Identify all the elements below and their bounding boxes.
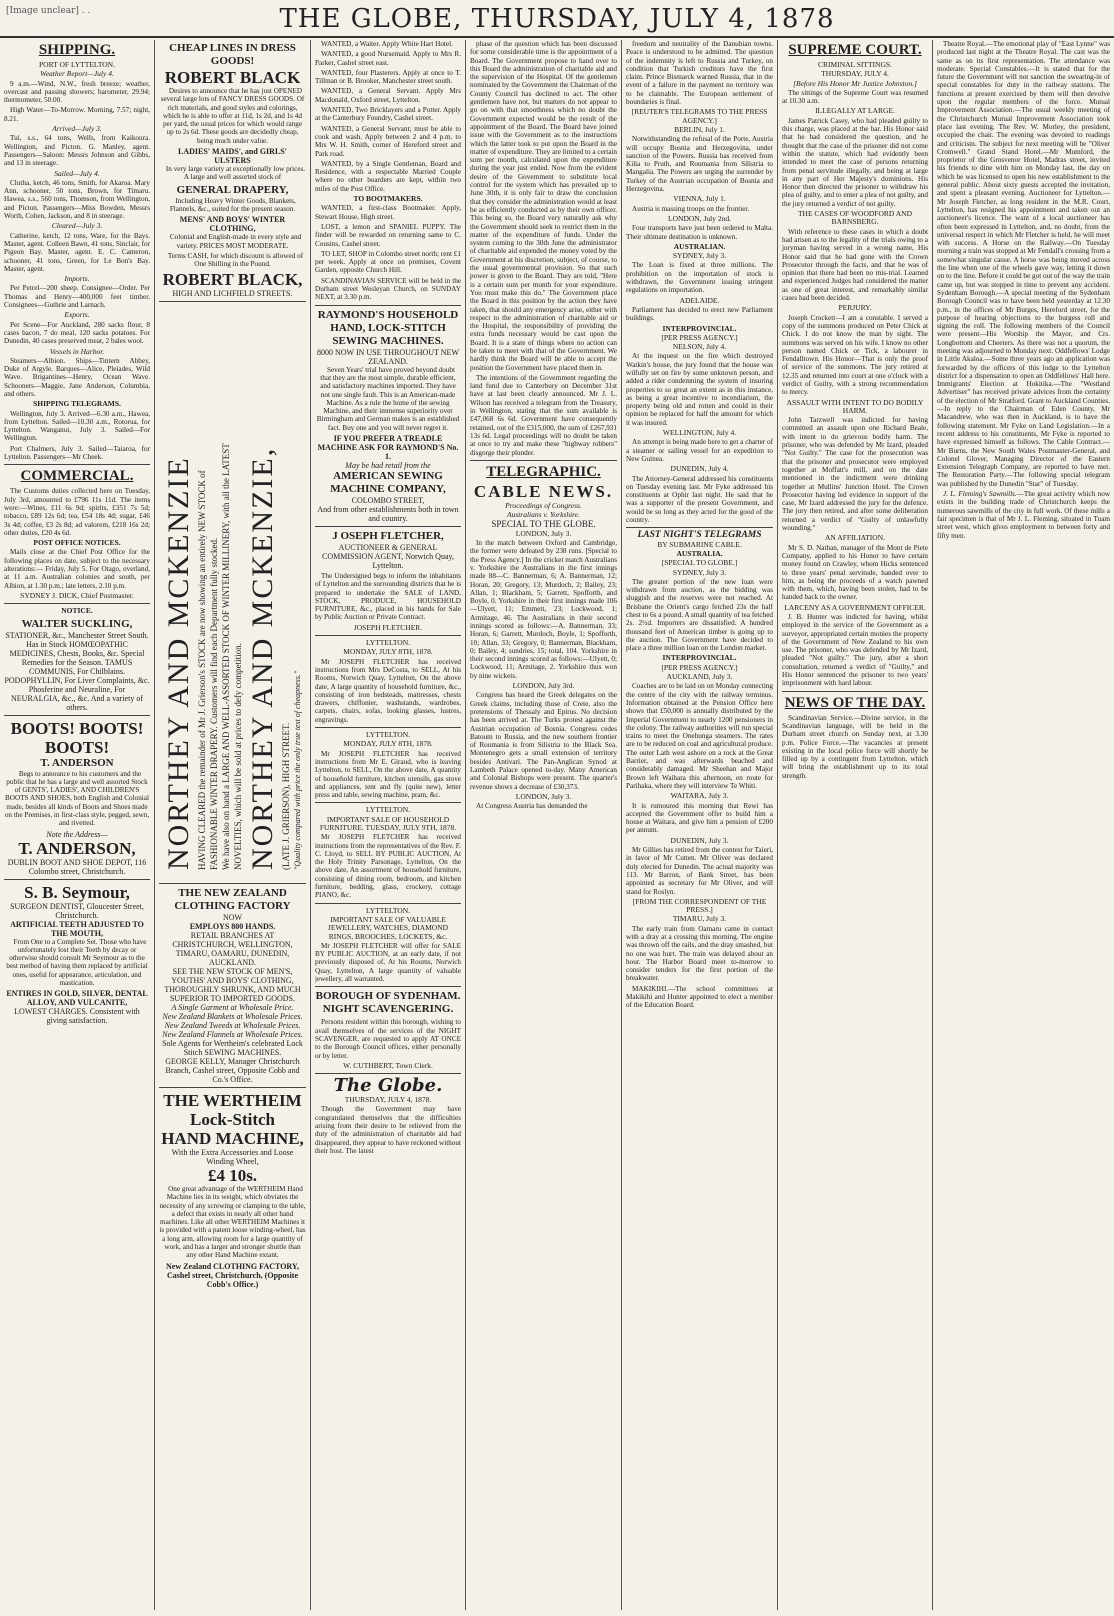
dateline: DUNEDIN, July 4.: [670, 464, 729, 474]
raymond-treadle: IF YOU PREFER A TREADLE MACHINE ASK FOR RAYMOND'S No. 1.: [317, 433, 459, 461]
sale-text: Mr JOSEPH FLETCHER has received instructions from the representatives of the Rev. F. C. Lloyd, to SELL BY PUBLIC AUCTION, At the Holy Trinity Parsonage, Lyttelton, On the above date, An assortment of household furniture, consisting of dining room, bedroom, and kitchen furniture, bedding, glass, crockery, cottage PIANO, &c.: [315, 833, 461, 900]
wertheim-price: £4 10s.: [207, 1166, 258, 1185]
scavenger-text: Persons resident within this borough, wishing to avail themselves of the services of the NIGHT SCAVENGER, are requested to apply AT ONCE to the Borough Council offices, either personally or by letter.: [315, 1018, 461, 1060]
telegraphic-heading: TELEGRAPHIC.: [486, 463, 601, 480]
weather-text: 9 a.m.—Wind, N.W., fresh breeze; weather, overcast and passing showers; barometer, 29.94; thermometer, 50.00.: [4, 79, 150, 105]
mens-text: Colonial and English-made in every style and variety. PRICES MOST MODERATE.: [169, 233, 302, 250]
cable-continued: freedom and neutrality of the Danubian towns. Peace is understood to be admitted. The question of the indemnity is left to Russia and Turkey, on condition that Turkish creditors have the first claim. Prince Bismarck warned Russia, that in the event of a failure in the payment no territory was to be claimable. The European settlement of boundaries is final.: [626, 40, 773, 107]
dateline: DUNEDIN, July 3.: [670, 835, 729, 845]
telegrams-heading: SHIPPING TELEGRAMS.: [33, 399, 121, 409]
high-water: High Water—To-Morrow. Morning, 7.57; night, 8.21.: [4, 106, 150, 123]
black-footer: ROBERT BLACK,: [162, 270, 303, 290]
fletcher-sub: AUCTIONEER & GENERAL COMMISSION AGENT, Norwich Quay, Lyttelton.: [322, 542, 454, 570]
wanted-ad: WANTED, a good Nursemaid. Apply to Mrs R. Parker, Cashel street east.: [315, 50, 461, 67]
lyttelton-heading: LYTTELTON.: [365, 905, 411, 915]
lyttelton-heading: LYTTELTON.: [365, 730, 411, 740]
bootmakers-text: WANTED, a first-class Bootmaker. Apply, Stewart House, High street.: [315, 204, 461, 221]
column-3: [315, 40, 461, 1612]
seymour-name: S. B. Seymour,: [24, 882, 130, 902]
terms-text: Terms CASH, for which discount is allowed of One Shilling in the Pound.: [167, 251, 304, 269]
press-agency: [PER PRESS AGENCY.]: [661, 332, 738, 342]
column-6: [782, 40, 928, 1612]
vessels-text: Steamers—Albion. Ships—Tintern Abbey, Duke of Argyle. Barques—Alice, Pleiades, Wild Wave. Brigantines—Henry, Ocean Wave. Schooners—Maggie, Jane Anderson, Columbia, and others.: [4, 356, 150, 398]
black-text: Desires to announce that he has just OPENED several large lots of FANCY DRESS GOODS. Of rich materials, and good styles and colorings, which he is able to offer at 11d, 1s 2d, and 1s 4d per yard, the usual prices for which would range up to 2s 6d. These goods are decidedly cheap, being much under value.: [160, 87, 305, 145]
case-heading: LARCENY AS A GOVERNMENT OFFICER.: [784, 602, 926, 612]
dateline: LONDON, July 2nd.: [668, 213, 731, 223]
dateline: WELLINGTON, July 4.: [662, 428, 737, 438]
commercial-text: The Customs duties collected here on Tuesday, July 3rd, amounted to £796 11s 11d. The items were:—Wines, £11 6s 9d; spirits, £351 7s 5d; tobacco, £89 12s 6d; tea, £54 18s 4d; sugar, £46 3s 4d; coffee, £3 2s 8d; ad valorem, £218 16s 2d; other duties, £20 4s 6d.: [4, 487, 150, 537]
masthead: [0, 0, 1114, 38]
post-heading: POST OFFICE NOTICES.: [33, 538, 121, 548]
dateline: NELSON, July 4.: [672, 342, 727, 352]
news-of-the-day-heading: NEWS OF THE DAY.: [784, 694, 926, 711]
submarine-sub: BY SUBMARINE CABLE.: [657, 539, 742, 549]
london-text: Four transports have just been ordered to Malta. Their ultimate destination is unknown.: [626, 224, 773, 241]
column-1: [4, 40, 150, 1612]
scavenger-sign: W. CUTHBERT, Town Clerk.: [343, 1060, 433, 1070]
shipping-heading: SHIPPING.: [38, 42, 116, 58]
court-text: Mr S. D. Nathan, manager of the Mont de Piete Company, applied to his Honor to have certain money found on Crawley, whom Hicks sentenced to three years' penal servitude, handed over to him, as being the proceeds of a watch pawned with them, which, having been stolen, had to be handed back to the owner.: [782, 543, 928, 602]
dateline: TIMARU, July 3.: [672, 914, 727, 924]
wanted-ad: WANTED, by a Single Gentleman, Board and Residence, with a respectable Married Couple where no other boarders are kept, within two miles of the Post Office.: [315, 159, 461, 193]
american-address: COLOMBO STREET,: [351, 495, 425, 505]
wertheim-the: THE WERTHEIM: [163, 1091, 302, 1110]
dateline: ADELAIDE.: [679, 295, 720, 305]
sydney-text: The Loan is fixed at three millions. The prohibition on the importation of stock is withdrawn, the Government issuing stringent regulations on importation.: [626, 261, 773, 295]
raymond-text: Seven Years' trial have proved beyond doubt that they are the most simple, durable efficient, and satisfactory machines imported. They have not one single fault. This is an American-made Machine. As a rule the home of the sewing Machine, and their immense superiority over Birmingham and German makes is an established fact. Buy one and you will never regret it.: [316, 365, 460, 432]
exports-heading: Exports.: [64, 310, 90, 320]
case-heading: PERJURY.: [838, 303, 872, 313]
globe-heading: The Globe.: [333, 1075, 443, 1097]
court-date: THURSDAY, JULY 4.: [821, 69, 889, 79]
sale-date: MONDAY, JULY 8TH, 1878.: [343, 739, 433, 749]
wanted-ad: WANTED, Two Bricklayers and a Potter. Apply at the Canterbury Foundry, Cashel street.: [315, 106, 461, 123]
nz-agents: Sole Agents for Wertheim's celebrated Lock Stitch SEWING MACHINES.: [162, 1039, 303, 1057]
cleared-heading: Cleared—July 3.: [51, 221, 103, 231]
lyttelton-heading: LYTTELTON.: [365, 638, 411, 648]
column-7: [937, 40, 1110, 1612]
column-rule: [932, 40, 933, 1610]
court-text: Joseph Crockett—I am a constable. I served a copy of the summons produced on Peter Chick at Chick. I do not know the man by sight. The summons was served on his wife. I know no other person named Chick or Tick, a labourer in Fendalltown. His Honor—That is only the proof of service of the summons. The jury retired at 12.35 and returned into court at one o'clock with a verdict of Guilty, with a strong recommendation to mercy.: [782, 313, 928, 397]
dunedin-text: The Attorney-General addressed his constituents on Tuesday evening last. Mr Fyke addressed his constituents at Ophir last night. He said that he was a supporter of the present Government, and would be so long as they acted for the good of the country.: [626, 474, 773, 525]
arrived-text: Tui, s.s., 64 tons, Wells, from Kaikoura. Wellington, and Picton. G. Manley, agent. Passengers—Saloon: Messrs Johnson and Gibbs, and 13 in steerage.: [4, 134, 150, 168]
anderson-address-name: T. ANDERSON,: [18, 838, 136, 858]
column-rule: [465, 40, 466, 1610]
dateline: SYDNEY, July 3.: [672, 567, 727, 577]
seymour-line: ARTIFICIAL TEETH ADJUSTED TO THE MOUTH,: [10, 919, 144, 938]
port-chalmers: Port Chalmers, July 3. Sailed—Taiaroa, for Lyttelton. Passengers—Mr Cheek.: [4, 444, 150, 462]
suckling-text: Has in Stock HOMŒOPATHIC MEDICINES, Chests, Books, &c. Special Remedies for the Season. TAMUS COMMUNIS, For Chilblains. PODOPHYLLIN, For Liver Complaints, &c. Phosferine and Neuraline, For NEURALGIA, &c., &c. And a variety of others.: [4, 639, 150, 712]
nz-branches: RETAIL BRANCHES AT CHRISTCHURCH, WELLINGTON, TIMARU, OAMARU, DUNEDIN, AUCKLAND.: [172, 931, 293, 967]
cable-text-2: Congress has heard the Greek delegates on the Greek claims, including those of Crete, also the pretensions of Thessaly and Epirus. No decision has been arrived at. The Turks protest against the Austrian occupation of Bosnia. Congress cedes Batoum to Russia, and the new southern frontier of Roumania is from Silistria to the Black Sea. Montenegro gets a small extension of territory besides Antivari. The Pan-Anglican Synod at Lambeth Palace opened to-day. Many American and Colonial Bishops were present. The quarter's revenue shows a decrease of £30,373.: [470, 691, 617, 791]
column-4: [470, 40, 617, 1612]
dateline: LONDON, July 3.: [515, 528, 572, 538]
important-sale: IMPORTANT SALE OF VALUABLE JEWELLERY, WATCHES, DIAMOND RINGS, BROOCHES, LOCKETS, &c.: [327, 914, 449, 941]
cable-text: In the match between Oxford and Cambridge, the former were defeated by 238 runs. [Special to the Press Agency.] In the cricket match Australians v. Yorkshire the Australians in the first innings made 88—C. Bannerman, 6; A. Bannerman, 12; Horan, 20; Gregory, 13; Murdoch, 2; Bailey, 23; Allan, 1; Blackham, 5; Garrett, Spofforth, and Boyle, 0. Yorkshire in their first innings made 106—Ulyett, 11; Emmett, 23; Lockwood, 1; Armitage, 46. The Australians in their second innings scored as follows:—A. Bannerman, 33; Horan, 6; Garrett, Murdoch, Boyle, 1; Spofforth, 10; Allan, 33; Gregory, 0; Bannerman, Blackham, 0; Bailey, 4; sundries, 15; total, 104. Yorkshire in their second innings scored as follows:—Ulyett, 0; Lockwood, 11; Armitage, 2. Yorkshire thus won by nine wickets.: [470, 539, 617, 680]
column-rule: [777, 40, 778, 1610]
column-rule: [621, 40, 622, 1610]
northey-line-1: HAVING CLEARED the remainder of Mr J. Grierson's STOCK are now showing an entirely NEW STOCK of: [197, 470, 207, 870]
commercial-heading: COMMERCIAL.: [20, 468, 134, 485]
to-let-ad: TO LET, SHOP in Colombo street north; rent £1 per week. Apply at once on premises, Covent Garden, opposite Church Hill.: [315, 249, 461, 275]
fletcher-sign: JOSEPH FLETCHER.: [353, 622, 423, 632]
seymour-charges: LOWEST CHARGES. Consistent with giving satisfaction.: [14, 1007, 140, 1026]
corner-mark: [Image unclear] . .: [6, 6, 91, 16]
case-heading: ASSAULT WITH INTENT TO DO BODILY HARM.: [786, 397, 924, 415]
sailed-heading: Sailed—July 4.: [54, 168, 100, 178]
leader-body: phase of the question which has been discussed for some considerable time is the appointment of a Board. The Government propose to hand over to this Board the administration of charitable aid and the supervision of the Hospital. Of the gentlemen nominated by the Government the Chairman of the County Council has declined to act. The other gentlemen have not, but matters do not appear to go on with that smoothness which no doubt the Government expected would be the result of the appointment of the Board. The Board have joined issue with the Government as to the instructions which the latter took to put upon the Board in the matter of expenditure. They are limited to a certain sum per month, calculated upon the expenditure during the year just ended. Now from the evident desire of the Government to substitute local control for the system which has prevailed up to June 30th, it is only fair to draw the conclusion that they consider the administration would at least be as efficiently conducted as by their own officer. This being so, the Board very naturally ask why the Government should seek to restrict them in the matter of the expenditure of funds. Under the system coming to the 30th June the administrator of charitable aid expended the money voted by the Government at his discretion, subject, of course, to the usual governmental provision. So that such power is given to the Board. They are told, "Here is a certain sum per month for your expenditure. You must make this do." The Government place the Board in this position by the action they have taken, that should any emergency arise, either with respect to the administration of charitable aid or the Hospital, the responsibility of providing the extra funds necessary would be cast upon the Board. It is a state of things where no action can be taken to meet with that of the Government. We hardly think the Board will be able to accept the position the Government have placed them in.: [470, 40, 617, 372]
sale-date: MONDAY, JULY 8TH, 1878.: [343, 647, 433, 657]
globe-date: THURSDAY, JULY 4, 1878.: [344, 1095, 432, 1105]
nz-employs: EMPLOYS 800 HANDS.: [189, 922, 276, 931]
court-text: With reference to these cases in which a doubt had arisen as to the legality of the trials owing to a juryman having served in a wrong name, His Honor said that he had gone with the Crown Prosecutor through the facts, and that he was of opinion that there had been no mis-trial. Learned and experienced Judges had considered the matter as one of great interest, and remarkably similar cases had been decided.: [782, 227, 928, 303]
dateline: BERLIN, July 1.: [674, 124, 725, 134]
post-text: Mails close at the Chief Post Office for the following places on date, subject to the necessary alterations:— Friday, July 5. For Otago, overland, at 11 a.m. Australian colonies and south, per Albion, at 1.30 p.m.; late letters, 2.10 p.m.: [4, 548, 150, 590]
waitara-text: It is rumoured this morning that Rewi has accepted the Government offer to build him a house at Waitara, and give him a pension of £200 per annum.: [626, 801, 773, 835]
supreme-court-heading: SUPREME COURT.: [788, 42, 922, 58]
raymond-heading: RAYMOND'S HOUSEHOLD HAND, LOCK-STITCH SEWING MACHINES.: [317, 308, 459, 347]
auckland-text: Coaches are to be laid on on Monday connecting the centre of the city with the railway terminus. Information obtained at the Pension Office here shows that £50,000 is annually distributed by the Imperial Government to nearly 1200 pensioners in the colony. The railway authorities will run special trains to meet the Onehunga steamers. The rates are to be reduced on coal and agricultural produce. The outer Lath west ashore on a rock at the Great Barrier, and was afterwards beached and considerably damaged. Mr Sheehan and Major Brown left Waihara this afternoon, en route for Parihaka, where they will interview Te Whiti.: [626, 682, 773, 790]
reuter-heading: [REUTER'S TELEGRAMS TO THE PRESS AGENCY.]: [631, 107, 768, 125]
american-heading: AMERICAN SEWING MACHINE COMPANY,: [330, 469, 446, 495]
lost-ad: LOST, a lemon and SPANIEL PUPPY. The finder will be rewarded on returning same to C. Cousins, Cashel street.: [315, 222, 461, 248]
imports-text: Per Petrel—200 sheep. Consignee—Order. Per Thomas and Henry—400,000 feet timber. Consignees—Guthrie and Larnach.: [4, 284, 150, 310]
sydney-text-2: The greater portion of the new loan were withdrawn from auction, as the bidding was sluggish and the reserves were not reached. At Brisbane the Orient's cargo fetched 23s the half chest to 6s a pound. A small quantity of tea fetched 2s. 2½d. Importers are dissatisfied. A hundred thousand feet of American timber is going up to the auction. The Government have decided to place a three million loan on the London market.: [626, 577, 773, 653]
nz-blankets: New Zealand Blankets at Wholesale Prices. New Zealand Tweeds at Wholesale Prices. New Zealand Flannels at Wholesale Prices.: [162, 1012, 303, 1039]
post-sign: SYDNEY J. DICK, Chief Postmaster.: [20, 590, 134, 600]
correspondent: [FROM THE CORRESPONDENT OF THE PRESS.]: [632, 896, 767, 915]
ulsters-text: In very large variety at exceptionally low prices. A large and well assorted stock of: [165, 165, 306, 182]
nz-manager: GEORGE KELLY, Manager Christchurch Branch, Cashel street, Opposite Cobb and Co.'s Office.: [165, 1057, 300, 1084]
adelaide-text: Parliament has decided to erect new Parliament buildings.: [626, 305, 773, 323]
boots-heading: BOOTS! BOOTS! BOOTS!: [10, 718, 144, 757]
suckling-name: WALTER SUCKLING,: [21, 617, 133, 630]
court-text: J. B. Hunter was indicted for having, whilst employed in the service of the Government as a surveyor, appropriated certain monies the property of the Government of New Zealand to his own use. The prisoner, who was defended by Mr Izard, pleaded "Not guilty." The jury, after a short consultation, returned a verdict of "Guilty," and His Honor sentenced the prisoner to two years' imprisonment with hard labour.: [782, 613, 928, 688]
masthead-title: THE GLOBE, THURSDAY, JULY 4, 1878: [279, 4, 835, 34]
congress-sub: Proceedings of Congress.: [505, 500, 582, 510]
column-rule: [310, 40, 311, 1610]
bootmakers-heading: TO BOOTMAKERS.: [353, 194, 423, 204]
interprovincial-heading: INTERPROVINCIAL.: [662, 653, 737, 663]
dateline: LONDON, July 3rd.: [512, 681, 575, 691]
wertheim-text: One great advantage of the WERTHEIM Hand Machine lies in its weight, which obviates the necessity of any screwing or clamping to the table, a defect that exists in nearly all other hand machines. Like all other WERTHEIM Machines it is provided with a patent loose winding-wheel, has a long arm, allowing room for a large quantity of work, and has a larger and stronger shuttle than any other Hand Machine extant.: [159, 1185, 306, 1260]
press-agency: [PER PRESS AGENCY.]: [661, 662, 738, 672]
lyttelton-heading: LYTTELTON.: [365, 805, 411, 815]
wertheim-foot: New Zealand CLOTHING FACTORY, Cashel street, Christchurch, (Opposite Cobb's Office.): [166, 1261, 299, 1289]
column-2: [159, 40, 306, 1612]
imports-heading: Imports.: [64, 274, 90, 284]
australia-heading: AUSTRALIA.: [676, 548, 723, 558]
wertheim-hand: HAND MACHINE,: [161, 1129, 304, 1148]
nz-see: SEE THE NEW STOCK OF MEN'S, YOUTHS' AND BOYS' CLOTHING, THOROUGHLY SHRUNK, AND MUCH SUPERIOR TO IMPORTED GOODS.: [164, 967, 301, 1003]
court-text: The sittings of the Supreme Court was resumed at 10.30 a.m.: [782, 88, 928, 106]
wanted-ad: WANTED, a General Servant; must be able to cook and wash. Apply between 2 and 4 p.m. to Mrs W. H. Smith, corner of Hereford street and Park road.: [315, 124, 461, 158]
raymond-from: May be had retail from the: [345, 460, 431, 470]
fletcher-text: The Undersigned begs to inform the inhabitants of Lyttelton and the surrounding districts that he is prepared to undertake the SALE of LAND, STOCK, PRODUCE, HOUSEHOLD FURNITURE, &c., placed in his hands for Sale by Public Auction or Private Contract.: [315, 571, 461, 622]
vessels-heading: Vessels in Harbor.: [49, 346, 105, 356]
case-heading: AN AFFILIATION.: [825, 533, 885, 543]
court-text: John Tarzwell was indicted for having committed an assault upon one Richard Beale, with intent to do grievous bodily harm. The prisoner, who was defended by Mr Izard, pleaded "Not Guilty." The case for the prosecution was that the prisoner and prosecutor were employed together at Moffatt's mill, and on the date mentioned in the indictment were drinking together at Mullins' Junction Hotel. The Crown Prosecutor having led evidence in support of the case, Mr Izard addressed the jury for the defence. The jury then retired, and after some deliberation returned a verdict of "Guilty of unlawfully wounding.": [782, 416, 928, 533]
wanted-ad: WANTED, a Waiter. Apply White Hart Hotel.: [321, 40, 453, 48]
wanted-ad: WANTED, a General Servant. Apply Mrs Macdonald, Oxford street, Lyttelton.: [315, 87, 461, 104]
notice-heading: NOTICE.: [61, 606, 93, 616]
cable-heading: CABLE NEWS.: [473, 481, 614, 501]
wertheim-lock: Lock-Stitch: [190, 1110, 275, 1129]
anderson-name: T. ANDERSON: [40, 756, 114, 769]
berlin-text: Notwithstanding the refusal of the Porte, Austria will occupy Bosnia and Herzegovina, under sanction of the Powers. Russia has received from Kilia to Pruth, and Roumania from Silistria to Mangalia. The Powers are urging the surrender by Turkey of the Austrian occupation of Bosnia and Herzegovina.: [626, 135, 773, 194]
telegrams-text: Wellington, July 3. Arrived—6.30 a.m., Hawea, from Lyttelton. Sailed—10.30 a.m., Rotorua, for Lyttelton. Wanganui, July 3. Sailed—For Wellington.: [4, 409, 150, 443]
nelson-text: At the inquest on the fire which destroyed Watkin's house, the jury found that the house was wilfully set on fire by some unknown person, and added a rider condemning the system of insuring properties to so great an extent as in this instance, as being a great incentive to incendiarism, the property being old and rotten and could in their opinion be replaced for half the amount for which it was insured.: [626, 352, 773, 427]
scavenger-heading: NIGHT SCAVENGERING.: [322, 1003, 454, 1016]
vienna-text: Austria is massing troops on the frontier.: [632, 204, 750, 213]
port-heading: PORT OF LYTTELTON.: [39, 60, 115, 69]
interprovincial-heading: INTERPROVINCIAL.: [662, 323, 737, 333]
sale-text: Mr JOSEPH FLETCHER will offer for SALE BY PUBLIC AUCTION, at an early date, if not previously disposed of, At his Rooms, Norwich Quay, Lyttelton, A large quantity of valuable jewellery, all warranted.: [315, 941, 461, 984]
northey-address: (LATE J. GRIERSON), HIGH STREET.: [281, 722, 291, 870]
important-sale: IMPORTANT SALE OF HOUSEHOLD FURNITURE. TUESDAY, JULY 9TH, 1878.: [319, 814, 457, 832]
northey-title-2: NORTHEY AND MCKENZIE,: [246, 446, 279, 870]
seymour-sub: SURGEON DENTIST, Gloucester Street, Christchurch.: [10, 901, 144, 920]
sale-text: Mr JOSEPH FLETCHER has received instructions from Mrs DeCosta, to SELL, At his Rooms, Norwich Quay, Lyttelton, On the above date, A large quantity of household furniture, &c., consisting of iron bedsteads, mattresses, chests drawers, chiffonier, washstands, wardrobes, carpets, chairs, sofas, looking glasses, lustres, engravings.: [315, 657, 461, 724]
special-heading: SPECIAL TO THE GLOBE.: [491, 519, 596, 530]
dateline: AUCKLAND, July 3.: [666, 672, 733, 682]
dateline: VIENNA, July 1.: [673, 194, 726, 204]
wellington-text: An attempt is being made here to get a charter of a steamer or sailing vessel for an expedition to New Guinea.: [626, 438, 773, 463]
seymour-foot: ENTIRES IN GOLD, SILVER, DENTAL ALLOY, AND VULCANITE,: [6, 989, 148, 1008]
nz-single: A Single Garment at Wholesale Price.: [171, 1003, 294, 1012]
mens-heading: MENS' AND BOYS' WINTER CLOTHING,: [179, 215, 286, 234]
nz-now: NOW: [222, 913, 243, 922]
makikihi-text: MAKIKIHI.—The school committees at Makikihi and Hunter appointed to elect a member of the Education Board.: [626, 984, 773, 1010]
dunedin-text-2: Mr Gillies has retired from the contest for Taieri, in favor of Mr Cutten. Mr Oliver was declared duly elected for Dunedin. The actual majority was 113. Mr Barron, of Bank Street, has been appointed as secretary for Mr Oliver, and will stand for Roslyn.: [626, 846, 773, 896]
sale-text: Mr JOSEPH FLETCHER has received instructions from Mr E. Giraud, who is leaving Lyttelton, to SELL, On the above date, A quantity of household furniture, kitchen utensils, gas stove and appliances, tent and fly (quite new), letter press and table, sewing machine, pram, &c.: [315, 749, 461, 800]
borough-heading: BOROUGH OF SYDENHAM.: [315, 990, 461, 1003]
northey-title: NORTHEY AND MCKENZIE: [162, 456, 195, 870]
suckling-sub: STATIONER, &c., Manchester Street South.: [5, 630, 149, 640]
black-name: ROBERT BLACK: [164, 68, 301, 87]
sawmills-heading: J. L. Fleming's Sawmills.: [943, 490, 1017, 499]
court-text: James Patrick Casey, who had pleaded guilty to this charge, was placed at the bar. His Honor said that he had considered the question, and he thought that the case of the prisoner did not come within the statute, which had evidently been intended to meet the case of persons returning from penal servitude illegally, and being at large in any part of Her Majesty's dominions. His Honor then directed the prisoner to withdraw his plea of guilty, and to enter a plea of not guilty, and the jury returned a verdict of not guilty.: [782, 116, 928, 208]
sailed-text: Clutha, ketch, 46 tons, Smith, for Akaroa. Mary Ann, schooner, 50 tons, Brown, for Timaru. Hawea, s.s., 560 tons, Thomson, from Wellington, and Picton. Passengers—Miss Bowden, Messrs Worth, Cohen, Jackson, and 8 in steerage.: [4, 178, 150, 221]
leader-body-2: The intentions of the Government regarding the land fund due to Canterbury on December 31st have at last been clearly announced. Mr J. L. Wilson has received a telegram from the Treasury, in Wellington, stating that the sum available is £47,068 6s 6d. Government have consequently retained, out of the £315,000, the sum of £267,931 13s 6d. Legal proceedings will no doubt be taken at once to try and make these "highway robbers" disgorge their plunder.: [470, 373, 617, 457]
australian-heading: AUSTRALIAN.: [673, 241, 726, 251]
leader-text: Though the Government may have congratulated themselves that the difficulties arising from their desire to be relieved from the duty of the administration of charitable aid had disappeared, they appear to have reckoned without their host. The latest: [315, 1105, 461, 1155]
black-address: HIGH AND LICHFIELD STREETS.: [172, 289, 293, 299]
last-night-heading: LAST NIGHT'S TELEGRAMS: [637, 530, 762, 541]
anderson-note: Note the Address—: [46, 829, 108, 839]
cable-text-3: At Congress Austria has demanded the: [476, 802, 588, 811]
drapery-text: Including Heavy Winter Goods, Blankets, Flannels, &c., suited for the present season.: [169, 196, 296, 213]
exports-text: Per Scene—For Auckland, 280 sacks flour, 8 cases bacon, 7 do meal, 120 sacks potatoes. For Dunedin, 40 cases preserved meat, 2 bales wool.: [4, 320, 150, 346]
northey-line-4: NOVELTIES, which will be sold at prices to defy competition.: [233, 643, 243, 870]
dateline: SYDNEY, July 3.: [672, 251, 727, 261]
timaru-text: The early train from Oamaru came in contact with a dray at a crossing this morning. The engine was thrown off the rails, and the dray smashed, but no one was hurt. The train was delayed about an hour. The Harbor Board meet to-morrow to consider tenders for the first portion of the breakwater.: [626, 924, 773, 983]
northey-quote: "Quality compared with price the only true test of cheapness.": [293, 670, 302, 870]
ulsters-heading: LADIES' MAIDS', and GIRLS' ULSTERS: [178, 147, 287, 166]
wertheim-with: With the Extra Accessories and Loose Winding Wheel,: [171, 1148, 294, 1166]
american-foot: And from other establishments both in town and country.: [317, 504, 459, 523]
case-heading: ILLEGALLY AT LARGE.: [815, 106, 895, 116]
northey-line-3: We have also on hand a LARGE AND WELL-ASSORTED STOCK OF WINTER MILLINERY, with all the LATEST: [221, 443, 231, 870]
drapery-heading: GENERAL DRAPERY,: [176, 183, 289, 196]
court-before: [Before His Honor Mr Justice Johnston.]: [793, 78, 917, 88]
cleared-text: Catherine, ketch, 12 tons, Ware, for the Bays. Master, agent. Colleen Bawn, 41 tons, Sinclair, for Pigeon Bay. Master, agent. E. C. Cameron, schooner, 41 tons, Green, for Le Bon's Bay. Master, agent.: [4, 231, 150, 273]
northey-line-2: FASHIONABLE WINTER DRAPERY. Customers will find each Department fully stocked.: [209, 537, 219, 870]
dateline: WAITARA, July 3.: [670, 791, 729, 801]
dateline: LONDON, July 3.: [515, 791, 572, 801]
raymond-use: 8000 NOW IN USE THROUGHOUT NEW ZEALAND.: [317, 347, 459, 366]
nz-clothing-advert: [159, 880, 306, 1291]
anderson-text: Begs to announce to his customers and the public that he has a large and well assorted Stock of GENTS', LADIES', AND CHILDREN'S BOOTS AND SHOES, both English and Colonial made, besides all kinds of Boots and Shoes made on the Premises, in first-class style, pegged, sewn, and rivetted.: [4, 769, 150, 828]
scandinavian-ad: SCANDINAVIAN SERVICE will be held in the Durham street Wesleyan Church, on SUNDAY NEXT, at 3.30 p.m.: [315, 276, 461, 302]
case-heading: THE CASES OF WOODFORD AND BARNSBERG.: [797, 209, 913, 227]
weather-heading: Weather Report—July 4.: [40, 69, 114, 79]
column-5: [626, 40, 773, 1612]
nz-heading: THE NEW ZEALAND CLOTHING FACTORY: [174, 887, 291, 912]
column-rule: [154, 40, 155, 1610]
australians-sub: Australians v. Yorkshire.: [506, 510, 581, 520]
criminal-sittings: CRIMINAL SITTINGS.: [818, 60, 892, 69]
news-items: Theatre Royal.—The emotional play of "East Lynne" was produced last night at the Theatre Royal. The cast was the same as on its first representation. The attendance was moderate. Special Constables.—It is stated that for the future the Government will not sanction the swearing-in of special constables for duty in the railway stations. The functions at present exercised by them will then devolve upon the regular members of the force. Mutual Improvement Association.—The usual weekly meeting of the Christchurch Mutual Improvement Association took place last evening. The Rev. W. Morley, the president, occupied the chair. The evening was devoted to readings and criticism. The subject for next meeting will be "Oliver Cromwell." Grand Stand Hotel.—Mr Mumford, the proprietor of the Grosvenor Hotel, Madras street, invited his friends to dine with him on Monday last, the day on which he was licensed to open his new establishment to the general public. About sixty guests accepted the invitation, and spent a pleasant evening. Auctioneer for Lyttelton.—Mr Joseph Fletcher, as long resident in the M.R. Court, Lyttelton, has resigned his appointment and taken out an auctioneer's licence. The want of a local auctioneer has often been expressed in Lyttelton, and, no doubt, from the universal respect in which Mr Fletcher is held, he will meet with success. A Horse on the Railway.—On Tuesday morning a train was stopped at Mr Fendall's crossing from a somewhat singular cause. A horse was being moved across the line when one of the wheels gave way, letting it down on to the line. Before it could be got out of the way the train came up, but was stopped in time to prevent any accident. Sydenham Borough.—A special meeting of the Sydenham Borough Council was to have been held yesterday at 12.30 p.m., in the offices of Mr Burges, Hereford street, for the purpose of hearing objections to the burgess roll and signing the roll. The following members of the Council were present—His Worship the Mayor, and Crs. Longbottom and Cheeters. As there was not a quorum, the meeting was adjourned to Monday next. Oddfellows' Lodge in Little Akaloa.—Some three years ago an application was forwarded by the officers of this lodge to the Lyttelton district for a dispensation to open an Oddfellows' Hall here. Immigrants' Election at Hokitika.—The "Westland Advertiser" has received private advices from the certainty of the election of Mr Stratford. Grant to Auckland Counties.—In reply to the Chairman of Eden County, Mr Macandrew, who was then in Auckland, is to have the following statement. Mr Fyke on Land Legislation.—In a recent address to his constituents, Mr Fyke is reported to have expressed himself as follows. The Cable Contract.—Mr Burns, the New South Wales Postmaster-General, and Colonel Glover, Managing Director of the Eastern Extension Telegraph Company, are reported to have met. The Restoration Party.—The following special telegram was published by the Dunedin "Star" of Tuesday.: [937, 40, 1110, 488]
northey-advert: [159, 358, 306, 874]
anderson-address: DUBLIN BOOT AND SHOE DEPOT, 116 Colombo street, Christchurch.: [7, 857, 147, 876]
news-text: Scandinavian Service.—Divine service, in the Scandinavian language, will be held in the Durham street church on Sunday next, at 3.30 p.m. Police Force.—The vacancies at present existing in the local police force will shortly be filled up by a contingent from Lyttelton, which will bring the establishment up to its total strength.: [782, 713, 928, 780]
special-globe: [SPECIAL TO GLOBE.]: [661, 558, 738, 568]
wanted-ad: WANTED, four Plasterers. Apply at once to T. Tillman or B. Brooker, Manchester street south.: [315, 68, 461, 86]
cheap-heading: CHEAP LINES IN DRESS GOODS!: [169, 42, 296, 67]
arrived-heading: Arrived—July 3.: [52, 124, 102, 134]
fletcher-name: J OSEPH FLETCHER,: [332, 529, 444, 542]
sawmills-text: —The great activity which now exists in the building trade of Christchurch keeps the numerous sawmills of the city in full work. Of these mills a fair specimen is that of Mr J. L. Fleming, situated in Tuam street west, which gives employment to between forty and fifty men.: [937, 490, 1110, 540]
seymour-text: From One to a Complete Set. Those who have unfortunately lost their Teeth by decay or otherwise should consult Mr Seymour as to the best method of having them replaced by artificial ones, useful for appearance, articulation, and mastication.: [6, 937, 148, 988]
